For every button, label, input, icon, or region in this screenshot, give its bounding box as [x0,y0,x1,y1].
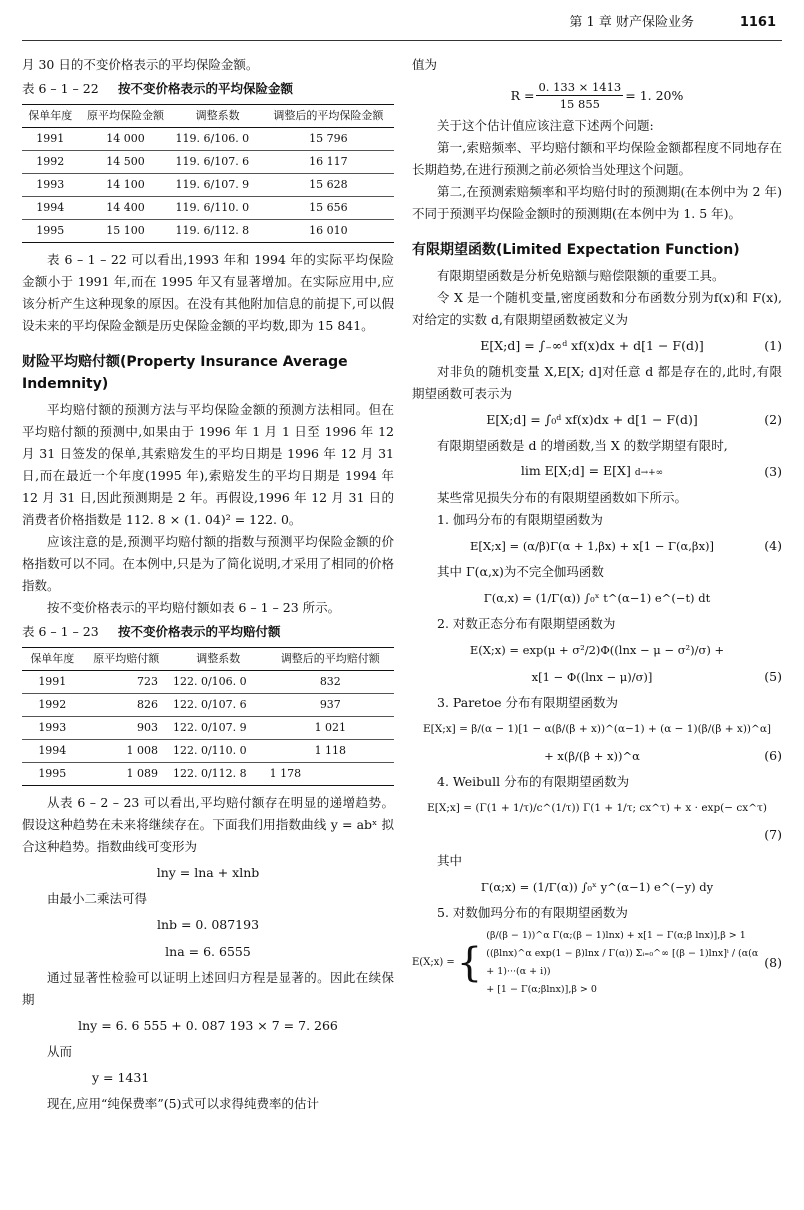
equation: Γ(α;x) = (1/Γ(α)) ∫₀ˣ y^(α−1) e^(−y) dy [480,880,714,894]
equation-8 [412,927,782,999]
equation-3 [412,460,782,484]
page-number: 1161 [739,15,776,30]
equation: lnb = 0. 087193 [156,917,260,932]
equation-5a: E(X;x) = exp(μ + σ²/2)Φ((lnx − μ − σ²)/σ) + [469,643,725,657]
eq-body: E[X;d] = ∫₋∞ᵈ xf(x)dx + d[1 − F(d)] [480,338,704,353]
table-row [22,717,394,740]
table-row [22,740,394,763]
paragraph: 按不变价格表示的平均赔付额如表 6 – 1 – 23 所示。 [47,600,341,615]
cell-factor: 119. 6/107. 6 [173,151,263,174]
cell-adjusted: 832 [267,671,394,694]
table1 [22,104,394,243]
eq-number: (3) [764,464,782,479]
paragraph: 平均赔付额的预测方法与平均保险金额的预测方法相同。但在平均赔付额的预测中,如果由于 1996 年 1 月 1 日至 1996 年 12 月 31 日签发的保单,其索赔发生的平均日期是 1996 年 12 月 31 日,而在最近一个年度(1995 年),索赔发生的平均日期是 1994 年 12 月 31 日,因此预测期是 2 年。再假设,1996 年 12 月 31 日的消费者价格指数是 112. 8 × (1. 04)² = 122. 0。 [22,402,394,527]
denominator: 15 855 [559,97,600,111]
table1-number: 表 6 – 1 – 22 [22,81,99,96]
paragraph: 有限期望函数是 d 的增函数,当 X 的数学期望有限时, [437,438,728,453]
table-row [22,763,394,786]
list-item: 1. 伽玛分布的有限期望函数为 [437,512,603,527]
equation-7: E[X;x] = (Γ(1 + 1/τ)/c^(1/τ)) Γ(1 + 1/τ; cx^τ) + x · exp(− cx^τ) [427,802,767,814]
cell-year: 1995 [22,220,79,243]
equation: lny = lna + xlnb [156,865,260,880]
table-row [22,128,394,151]
section-heading: 有限期望函数(Limited Expectation Function) [412,242,740,258]
table2 [22,647,394,786]
equation-4 [412,534,782,558]
table-row [22,151,394,174]
intro-line: 月 30 日的不变价格表示的平均保险金额。 [22,57,259,72]
equation-R [412,79,782,112]
table2-header: 调整后的平均赔付额 [267,648,394,671]
table1-header: 保单年度 [22,105,79,128]
table1-header: 调整后的平均保险金额 [263,105,394,128]
eq-body [442,460,742,484]
list-item: 5. 对数伽玛分布的有限期望函数为 [437,905,628,920]
equation: lny = 6. 6 555 + 0. 087 193 × 7 = 7. 266 [78,1018,338,1033]
cell-factor: 119. 6/110. 0 [173,197,263,220]
eq-main: lim E[X;d] = E[X] [520,463,631,478]
paragraph: 第一,索赔频率、平均赔付额和平均保险金额都程度不同地存在长期趋势,在进行预测之前必须恰当处理这个问题。 [412,140,782,177]
eq-body: x[1 − Φ((lnx − μ)/σ)] [531,670,653,684]
eq-number: (5) [764,669,782,684]
page-header [0,0,804,44]
eq-number: (4) [764,538,782,553]
cell-original: 903 [83,717,170,740]
cell-factor: 122. 0/106. 0 [170,671,267,694]
eq-rhs: = 1. 20% [625,87,684,103]
eq-number: (6) [764,748,782,763]
section-heading: 财险平均赔付额(Property Insurance Average Indemnity) [22,354,348,392]
fraction [536,79,623,112]
cell-adjusted: 16 010 [263,220,394,243]
cell-factor: 122. 0/107. 9 [170,717,267,740]
equation-6a: E[X;x] = β/(α − 1)[1 − α(β/(β + x))^(α−1) + (α − 1)(β/(β + x))^α] [422,723,772,735]
cell-adjusted: 937 [267,694,394,717]
left-column [22,54,394,1115]
paragraph: 通过显著性检验可以证明上述回归方程是显著的。因此在续保期 [22,970,394,1007]
table2-header: 原平均赔付额 [83,648,170,671]
cell-year: 1994 [22,197,79,220]
paragraph: 关于这个估计值应该注意下述两个问题: [437,118,654,133]
paragraph: 表 6 – 1 – 22 可以看出,1993 年和 1994 年的实际平均保险金额小于 1991 年,而在 1995 年又有显著增加。在实际应用中,应该分析产生这种现象的原因。在没有其他附加信息的前提下,可以假设未来的平均保险金额是历史保险金额的平均数,即为 15 841。 [22,252,394,333]
cell-factor: 122. 0/110. 0 [170,740,267,763]
eq-number: (8) [764,955,782,970]
cell-year: 1993 [22,174,79,197]
cell-factor: 122. 0/112. 8 [170,763,267,786]
cell-adjusted: 1 021 [267,717,394,740]
cell-original: 14 100 [79,174,173,197]
table1-header: 调整系数 [173,105,263,128]
cell-year: 1991 [22,128,79,151]
paragraph: 其中 Γ(α,x)为不完全伽玛函数 [437,564,604,579]
eq-lhs: R = [510,87,535,103]
cell-year: 1993 [22,717,83,740]
cell-adjusted: 15 628 [263,174,394,197]
paragraph: 应该注意的是,预测平均赔付额的指数与预测平均保险金额的价格指数可以不同。在本例中,只是为了简化说明,才采用了相同的价格指数。 [22,534,394,593]
brace-glyph: { [456,940,483,986]
paragraph: 值为 [412,57,438,72]
case-2: ((βlnx)^α exp(1 − β)lnx / Γ(α)) Σᵢ₌₀^∞ [(β − 1)lnx]ⁱ / (α(α + 1)···(α + i)) [486,948,759,977]
cell-original: 1 008 [83,740,170,763]
list-item: 4. Weibull 分布的有限期望函数为 [437,774,630,789]
cell-adjusted: 1 178 [267,763,394,786]
cell-year: 1991 [22,671,83,694]
table1-title: 按不变价格表示的平均保险金额 [118,81,294,96]
table-row [22,694,394,717]
paragraph: 从而 [47,1044,73,1059]
table2-number: 表 6 – 1 – 23 [22,624,99,639]
cell-year: 1992 [22,151,79,174]
cell-original: 1 089 [83,763,170,786]
equation-1 [412,334,782,358]
table2-header: 调整系数 [170,648,267,671]
cell-original: 14 400 [79,197,173,220]
equation: lna = 6. 6555 [165,944,251,959]
table2-caption [22,621,394,643]
table-row [22,671,394,694]
table1-header: 原平均保险金额 [79,105,173,128]
paragraph: 对非负的随机变量 X,E[X; d]对任意 d 都是存在的,此时,有限期望函数可表示为 [412,364,782,401]
numerator: 0. 133 × 1413 [538,80,622,94]
paragraph: 其中 [437,853,463,868]
cell-factor: 122. 0/107. 6 [170,694,267,717]
eq-number: (7) [764,827,782,842]
table-row [22,197,394,220]
paragraph: 某些常见损失分布的有限期望函数如下所示。 [437,490,688,505]
table2-header: 保单年度 [22,648,83,671]
paragraph: 从表 6 – 2 – 23 可以看出,平均赔付额存在明显的递增趋势。假设这种趋势在未来将继续存在。下面我们用指数曲线 y = abˣ 拟合这种趋势。指数曲线可变形为 [22,795,394,854]
cell-adjusted: 15 796 [263,128,394,151]
equation: Γ(α,x) = (1/Γ(α)) ∫₀ˣ t^(α−1) e^(−t) dt [483,591,711,605]
list-item: 2. 对数正态分布有限期望函数为 [437,616,616,631]
right-column [412,54,782,1002]
eq-number-row [412,823,782,847]
eq-body: E[X;x] = (α/β)Γ(α + 1,βx) + x[1 − Γ(α,βx)] [469,539,715,553]
cell-adjusted: 1 118 [267,740,394,763]
eq-body: + x(β/(β + x))^α [544,749,640,763]
eq-number: (1) [764,338,782,353]
cell-original: 723 [83,671,170,694]
cell-factor: 119. 6/112. 8 [173,220,263,243]
table-row [22,220,394,243]
cell-year: 1992 [22,694,83,717]
cell-year: 1995 [22,763,83,786]
list-item: 3. Paretoe 分布有限期望函数为 [437,695,618,710]
table1-caption [22,78,394,100]
equation-2 [412,408,782,432]
equation: y = 1431 [92,1070,150,1085]
header-rule [22,40,782,41]
cell-original: 14 000 [79,128,173,151]
eq-body: E[X;d] = ∫₀ᵈ xf(x)dx + d[1 − F(d)] [486,412,698,427]
cell-original: 15 100 [79,220,173,243]
case-1: (β/(β − 1))^α Γ(α;(β − 1)lnx) + x[1 − Γ(α;β lnx)],β > 1 [486,930,746,941]
table2-title: 按不变价格表示的平均赔付额 [118,624,281,639]
case-3: + [1 − Γ(α;βlnx)],β > 0 [486,984,597,995]
equation-6b [412,744,782,768]
cell-factor: 119. 6/107. 9 [173,174,263,197]
cell-original: 14 500 [79,151,173,174]
eq-number: (2) [764,412,782,427]
table-row [22,174,394,197]
eq-lhs: E(X;x) = [412,957,455,968]
eq-cases [486,927,760,999]
eq-sub: d→+∞ [634,468,664,478]
paragraph: 令 X 是一个随机变量,密度函数和分布函数分别为f(x)和 F(x),对给定的实数 d,有限期望函数被定义为 [412,290,782,327]
cell-year: 1994 [22,740,83,763]
equation-5b [412,665,782,689]
paragraph: 现在,应用“纯保费率”(5)式可以求得纯费率的估计 [47,1096,319,1111]
chapter-title: 第 1 章 财产保险业务 [569,15,694,30]
cell-factor: 119. 6/106. 0 [173,128,263,151]
paragraph: 有限期望函数是分析免赔额与赔偿限额的重要工具。 [437,268,725,283]
cell-adjusted: 15 656 [263,197,394,220]
paragraph: 由最小二乘法可得 [47,891,148,906]
cell-adjusted: 16 117 [263,151,394,174]
cell-original: 826 [83,694,170,717]
paragraph: 第二,在预测索赔频率和平均赔付时的预测期(在本例中为 2 年)不同于预测平均保险金额时的预测期(在本例中为 1. 5 年)。 [412,184,782,221]
